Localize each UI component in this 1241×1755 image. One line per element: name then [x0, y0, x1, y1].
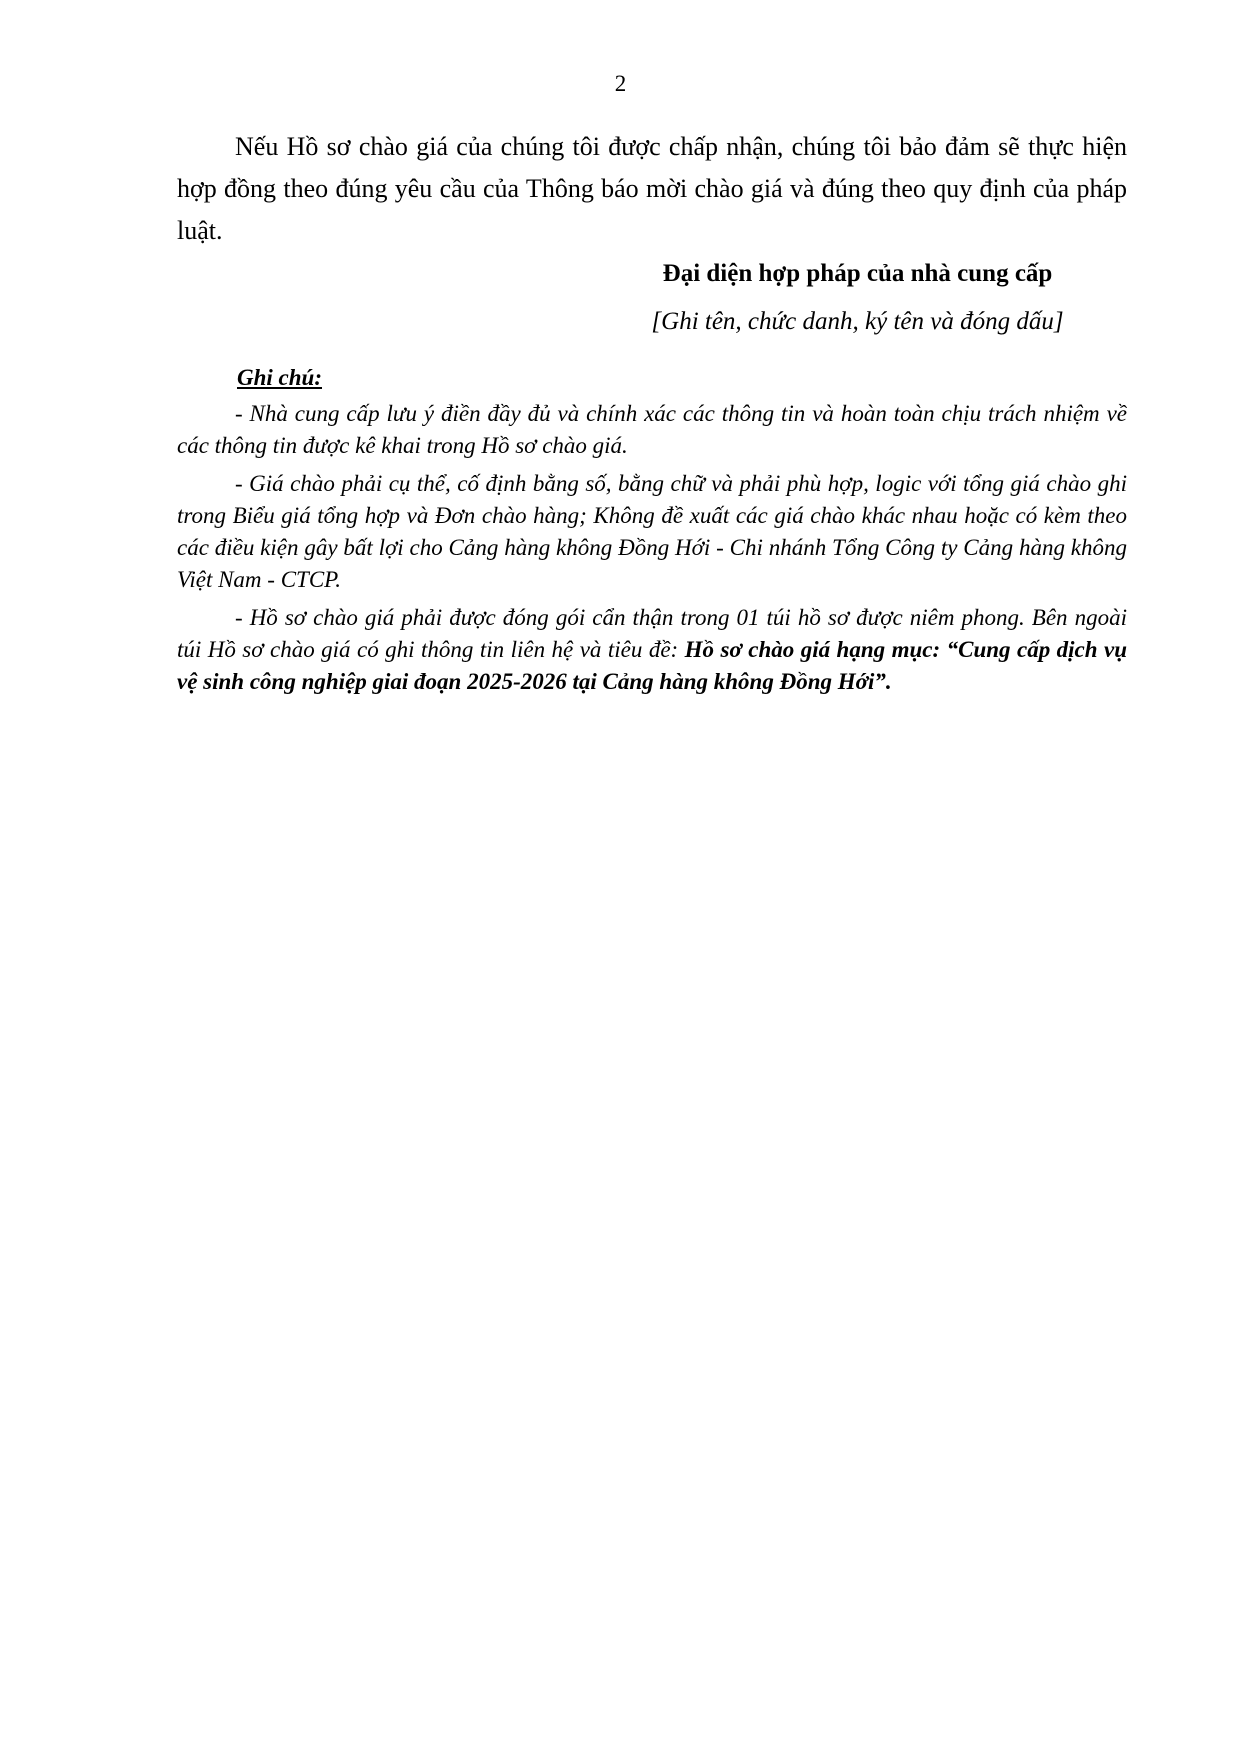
- notes-section: [177, 362, 1127, 704]
- note-item-2: - Giá chào phải cụ thể, cố định bằng số, bằng chữ và phải phù hợp, logic với tổng giá chào ghi trong Biểu giá tổng hợp và Đơn chào hàng; Không đề xuất các giá chào khác nhau hoặc có kèm theo các điều kiện gây bất lợi cho Cảng hàng không Đồng Hới - Chi nhánh Tổng Công ty Cảng hàng không Việt Nam - CTCP.: [177, 471, 1127, 592]
- note-item-3-title: Hồ sơ chào giá hạng mục: “Cung cấp dịch vụ vệ sinh công nghiệp giai đoạn 2025-2026 tại Cảng hàng không Đồng Hới”.: [177, 637, 1127, 694]
- page-number: 2: [614, 71, 627, 96]
- note-item-3: [177, 602, 1127, 698]
- body-paragraph: Nếu Hồ sơ chào giá của chúng tôi được chấp nhận, chúng tôi bảo đảm sẽ thực hiện hợp đồng theo đúng yêu cầu của Thông báo mời chào giá và đúng theo quy định của pháp luật.: [177, 132, 1127, 245]
- signature-title: Đại diện hợp pháp của nhà cung cấp: [662, 260, 1053, 287]
- notes-heading: Ghi chú:: [237, 365, 322, 390]
- signature-instruction: [Ghi tên, chức danh, ký tên và đóng dấu]: [651, 308, 1064, 335]
- note-item-3-text: - Hồ sơ chào giá phải được đóng gói cẩn thận trong 01 túi hồ sơ được niêm phong. Bên ngoài túi Hồ sơ chào giá có ghi thông tin liên hệ và tiêu đề:: [177, 605, 1127, 662]
- note-item-1: - Nhà cung cấp lưu ý điền đầy đủ và chính xác các thông tin và hoàn toàn chịu trách nhiệm về các thông tin được kê khai trong Hồ sơ chào giá.: [177, 401, 1127, 458]
- signature-block: [560, 256, 1125, 340]
